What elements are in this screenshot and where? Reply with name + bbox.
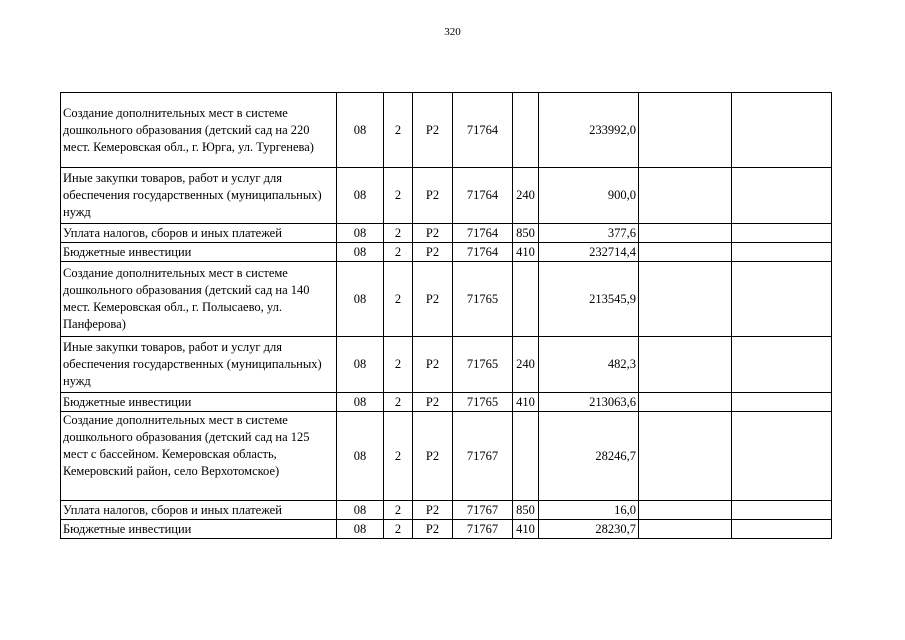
row-target-program: P2 xyxy=(413,93,453,168)
table-row xyxy=(61,243,832,262)
row-target-program: P2 xyxy=(413,393,453,412)
row-amount: 900,0 xyxy=(539,168,639,224)
row-subsection: 2 xyxy=(384,262,413,337)
row-target-code: 71767 xyxy=(453,412,513,501)
row-amount: 233992,0 xyxy=(539,93,639,168)
row-section: 08 xyxy=(337,93,384,168)
row-target-program: P2 xyxy=(413,224,453,243)
row-target-code: 71764 xyxy=(453,224,513,243)
row-extra-1 xyxy=(639,262,732,337)
row-extra-1 xyxy=(639,501,732,520)
row-amount: 377,6 xyxy=(539,224,639,243)
row-name: Уплата налогов, сборов и иных платежей xyxy=(61,501,337,520)
row-extra-1 xyxy=(639,412,732,501)
row-expense-type: 240 xyxy=(513,168,539,224)
row-name: Уплата налогов, сборов и иных платежей xyxy=(61,224,337,243)
row-target-code: 71765 xyxy=(453,393,513,412)
row-name: Создание дополнительных мест в системе дошкольного образования (детский сад на 140 мест. Кемеровская обл., г. Полысаево, ул. Панферова) xyxy=(61,262,337,337)
row-name: Иные закупки товаров, работ и услуг для обеспечения государственных (муниципальных) нужд xyxy=(61,337,337,393)
row-expense-type: 410 xyxy=(513,393,539,412)
row-target-code: 71764 xyxy=(453,243,513,262)
row-expense-type: 850 xyxy=(513,501,539,520)
row-section: 08 xyxy=(337,262,384,337)
row-extra-2 xyxy=(732,393,832,412)
row-target-code: 71764 xyxy=(453,93,513,168)
row-subsection: 2 xyxy=(384,337,413,393)
row-section: 08 xyxy=(337,337,384,393)
row-name: Бюджетные инвестиции xyxy=(61,243,337,262)
row-extra-2 xyxy=(732,262,832,337)
row-subsection: 2 xyxy=(384,168,413,224)
row-section: 08 xyxy=(337,168,384,224)
row-expense-type: 410 xyxy=(513,243,539,262)
row-subsection: 2 xyxy=(384,501,413,520)
row-extra-2 xyxy=(732,520,832,539)
row-amount: 213545,9 xyxy=(539,262,639,337)
row-target-program: P2 xyxy=(413,520,453,539)
page-number: 320 xyxy=(444,26,461,38)
budget-table xyxy=(60,92,832,539)
row-name: Создание дополнительных мест в системе дошкольного образования (детский сад на 220 мест. Кемеровская обл., г. Юрга, ул. Тургенева) xyxy=(61,93,337,168)
table-row xyxy=(61,393,832,412)
row-extra-2 xyxy=(732,93,832,168)
row-target-code: 71764 xyxy=(453,168,513,224)
row-extra-2 xyxy=(732,224,832,243)
row-expense-type: 240 xyxy=(513,337,539,393)
row-subsection: 2 xyxy=(384,393,413,412)
row-expense-type xyxy=(513,93,539,168)
row-section: 08 xyxy=(337,520,384,539)
table-row xyxy=(61,93,832,168)
row-name: Создание дополнительных мест в системе дошкольного образования (детский сад на 125 мест с бассейном. Кемеровская область, Кемеровский район, село Верхотомское) xyxy=(61,412,337,501)
row-section: 08 xyxy=(337,393,384,412)
row-target-program: P2 xyxy=(413,262,453,337)
row-expense-type xyxy=(513,262,539,337)
row-extra-2 xyxy=(732,412,832,501)
row-amount: 16,0 xyxy=(539,501,639,520)
row-target-program: P2 xyxy=(413,168,453,224)
row-amount: 28230,7 xyxy=(539,520,639,539)
row-section: 08 xyxy=(337,243,384,262)
table-row xyxy=(61,412,832,501)
row-subsection: 2 xyxy=(384,243,413,262)
row-section: 08 xyxy=(337,412,384,501)
row-extra-1 xyxy=(639,93,732,168)
row-target-code: 71767 xyxy=(453,501,513,520)
row-subsection: 2 xyxy=(384,520,413,539)
row-name: Бюджетные инвестиции xyxy=(61,520,337,539)
row-amount: 213063,6 xyxy=(539,393,639,412)
row-extra-2 xyxy=(732,337,832,393)
row-extra-1 xyxy=(639,520,732,539)
row-target-code: 71767 xyxy=(453,520,513,539)
row-expense-type xyxy=(513,412,539,501)
table-row xyxy=(61,224,832,243)
row-section: 08 xyxy=(337,501,384,520)
table-row xyxy=(61,262,832,337)
table-row xyxy=(61,501,832,520)
row-target-code: 71765 xyxy=(453,337,513,393)
row-extra-1 xyxy=(639,393,732,412)
row-extra-1 xyxy=(639,168,732,224)
row-subsection: 2 xyxy=(384,224,413,243)
row-extra-1 xyxy=(639,337,732,393)
row-extra-2 xyxy=(732,168,832,224)
row-expense-type: 410 xyxy=(513,520,539,539)
row-target-program: P2 xyxy=(413,412,453,501)
row-section: 08 xyxy=(337,224,384,243)
table-row xyxy=(61,520,832,539)
row-amount: 482,3 xyxy=(539,337,639,393)
row-name: Бюджетные инвестиции xyxy=(61,393,337,412)
row-target-program: P2 xyxy=(413,243,453,262)
table-row xyxy=(61,168,832,224)
row-target-program: P2 xyxy=(413,501,453,520)
row-target-code: 71765 xyxy=(453,262,513,337)
row-extra-1 xyxy=(639,224,732,243)
row-target-program: P2 xyxy=(413,337,453,393)
row-amount: 28246,7 xyxy=(539,412,639,501)
row-subsection: 2 xyxy=(384,93,413,168)
row-expense-type: 850 xyxy=(513,224,539,243)
row-amount: 232714,4 xyxy=(539,243,639,262)
table-body xyxy=(61,93,832,539)
row-subsection: 2 xyxy=(384,412,413,501)
row-extra-2 xyxy=(732,243,832,262)
row-extra-1 xyxy=(639,243,732,262)
table-row xyxy=(61,337,832,393)
row-name: Иные закупки товаров, работ и услуг для обеспечения государственных (муниципальных) нужд xyxy=(61,168,337,224)
row-extra-2 xyxy=(732,501,832,520)
